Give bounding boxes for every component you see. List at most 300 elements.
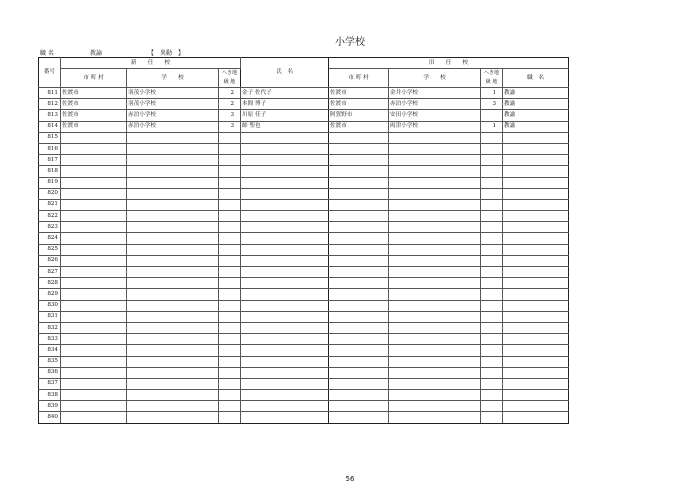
new-city-cell: 佐渡市 [61, 88, 127, 99]
old-city-cell: 佐渡市 [329, 88, 389, 99]
new-school-cell [127, 211, 219, 222]
new-school-cell [127, 322, 219, 333]
row-number: 832 [39, 322, 61, 333]
row-number: 830 [39, 300, 61, 311]
old-remote-grade-cell [481, 390, 503, 401]
old-post-cell: 教諭 [503, 88, 569, 99]
old-remote-grade-cell [481, 300, 503, 311]
new-remote-grade-cell [219, 356, 241, 367]
new-remote-grade-cell [219, 334, 241, 345]
new-remote-grade-cell [219, 188, 241, 199]
header-new-remote-bottom: 級 地 [223, 79, 236, 85]
old-remote-grade-cell [481, 177, 503, 188]
new-city-cell [61, 244, 127, 255]
old-school-cell [389, 300, 481, 311]
old-city-cell [329, 211, 389, 222]
row-number: 826 [39, 255, 61, 266]
old-city-cell [329, 244, 389, 255]
new-city-cell [61, 143, 127, 154]
new-city-cell [61, 412, 127, 423]
row-number: 819 [39, 177, 61, 188]
old-remote-grade-cell [481, 143, 503, 154]
old-city-cell [329, 267, 389, 278]
old-remote-grade-cell [481, 412, 503, 423]
name-cell [241, 222, 329, 233]
table-row [39, 255, 569, 266]
new-remote-grade-cell [219, 278, 241, 289]
header-old-school-section: 旧 任 校 [329, 58, 569, 69]
old-school-cell [389, 199, 481, 210]
old-city-cell [329, 143, 389, 154]
new-city-cell [61, 211, 127, 222]
old-post-cell [503, 132, 569, 143]
old-remote-grade-cell [481, 289, 503, 300]
new-city-cell [61, 345, 127, 356]
name-cell [241, 199, 329, 210]
old-post-cell [503, 311, 569, 322]
old-city-cell [329, 311, 389, 322]
name-cell [241, 311, 329, 322]
row-number: 831 [39, 311, 61, 322]
new-school-cell [127, 334, 219, 345]
old-post-cell [503, 155, 569, 166]
row-number: 833 [39, 334, 61, 345]
old-post-cell [503, 278, 569, 289]
table-row [39, 378, 569, 389]
table-row [39, 278, 569, 289]
transfer-table [38, 57, 569, 424]
name-cell [241, 345, 329, 356]
row-number: 817 [39, 155, 61, 166]
header-old-school: 学 校 [389, 69, 481, 88]
new-city-cell [61, 267, 127, 278]
table-row [39, 412, 569, 423]
table-row [39, 367, 569, 378]
old-school-cell [389, 356, 481, 367]
old-post-cell [503, 412, 569, 423]
old-remote-grade-cell [481, 378, 503, 389]
new-city-cell [61, 367, 127, 378]
old-remote-grade-cell [481, 322, 503, 333]
header-name: 氏 名 [241, 58, 329, 88]
new-school-cell [127, 188, 219, 199]
row-number: 839 [39, 401, 61, 412]
old-school-cell [389, 289, 481, 300]
table-row [39, 401, 569, 412]
new-city-cell [61, 356, 127, 367]
old-post-cell: 教諭 [503, 99, 569, 110]
row-number: 814 [39, 121, 61, 132]
old-school-cell [389, 334, 481, 345]
new-school-cell [127, 278, 219, 289]
header-number: 番号 [39, 58, 61, 88]
old-city-cell: 阿賀野市 [329, 110, 389, 121]
name-cell [241, 244, 329, 255]
new-remote-grade-cell [219, 177, 241, 188]
new-city-cell [61, 188, 127, 199]
post-label: 職 名 [40, 50, 54, 57]
new-school-cell [127, 289, 219, 300]
name-cell [241, 300, 329, 311]
new-city-cell [61, 199, 127, 210]
old-school-cell [389, 132, 481, 143]
old-post-cell [503, 300, 569, 311]
old-remote-grade-cell [481, 367, 503, 378]
new-remote-grade-cell [219, 322, 241, 333]
old-city-cell [329, 199, 389, 210]
old-city-cell [329, 222, 389, 233]
old-remote-grade-cell [481, 233, 503, 244]
new-school-cell [127, 155, 219, 166]
old-school-cell: 赤泊小学校 [389, 99, 481, 110]
new-remote-grade-cell [219, 199, 241, 210]
name-cell [241, 334, 329, 345]
old-post-cell [503, 244, 569, 255]
row-number: 823 [39, 222, 61, 233]
row-number: 811 [39, 88, 61, 99]
old-post-cell [503, 166, 569, 177]
new-remote-grade-cell [219, 155, 241, 166]
row-number: 816 [39, 143, 61, 154]
new-school-cell: 赤泊小学校 [127, 110, 219, 121]
table-row [39, 166, 569, 177]
old-remote-grade-cell: 3 [481, 99, 503, 110]
old-city-cell [329, 177, 389, 188]
row-number: 835 [39, 356, 61, 367]
table-body [39, 88, 569, 424]
row-number: 834 [39, 345, 61, 356]
old-city-cell [329, 390, 389, 401]
table-row [39, 199, 569, 210]
old-school-cell [389, 177, 481, 188]
old-school-cell: 両津小学校 [389, 121, 481, 132]
name-cell [241, 289, 329, 300]
old-post-cell [503, 345, 569, 356]
old-city-cell [329, 378, 389, 389]
old-remote-grade-cell [481, 132, 503, 143]
header-old-remote-bottom: 級 地 [485, 79, 498, 85]
old-post-cell [503, 322, 569, 333]
table-row [39, 300, 569, 311]
old-city-cell [329, 345, 389, 356]
old-city-cell [329, 166, 389, 177]
name-cell [241, 322, 329, 333]
new-city-cell [61, 278, 127, 289]
old-city-cell [329, 255, 389, 266]
new-remote-grade-cell [219, 401, 241, 412]
new-school-cell [127, 177, 219, 188]
row-number: 827 [39, 267, 61, 278]
old-city-cell [329, 289, 389, 300]
new-school-cell [127, 390, 219, 401]
old-post-cell: 教諭 [503, 121, 569, 132]
header-new-remote-top: へき地 [222, 70, 238, 76]
new-city-cell [61, 132, 127, 143]
new-remote-grade-cell [219, 166, 241, 177]
new-remote-grade-cell [219, 132, 241, 143]
old-remote-grade-cell [481, 267, 503, 278]
name-cell [241, 155, 329, 166]
name-cell [241, 267, 329, 278]
old-remote-grade-cell [481, 199, 503, 210]
new-remote-grade-cell [219, 244, 241, 255]
header-new-remote [219, 69, 241, 88]
new-remote-grade-cell [219, 390, 241, 401]
table-row [39, 267, 569, 278]
old-city-cell [329, 300, 389, 311]
header-old-remote-top: へき地 [484, 70, 500, 76]
name-cell [241, 132, 329, 143]
table-row [39, 99, 569, 110]
new-remote-grade-cell: 2 [219, 99, 241, 110]
old-post-cell: 教諭 [503, 110, 569, 121]
old-post-cell [503, 188, 569, 199]
name-cell [241, 412, 329, 423]
row-number: 821 [39, 199, 61, 210]
old-post-cell [503, 289, 569, 300]
old-school-cell [389, 233, 481, 244]
old-school-cell: 安田小学校 [389, 110, 481, 121]
old-post-cell [503, 367, 569, 378]
new-city-cell [61, 378, 127, 389]
old-remote-grade-cell: 1 [481, 121, 503, 132]
new-school-cell: 羽茂小学校 [127, 88, 219, 99]
new-city-cell [61, 390, 127, 401]
new-school-cell [127, 412, 219, 423]
row-number: 836 [39, 367, 61, 378]
name-cell: 師 聖也 [241, 121, 329, 132]
post-value: 教諭 [90, 50, 103, 57]
new-city-cell [61, 311, 127, 322]
new-school-cell [127, 255, 219, 266]
old-school-cell [389, 267, 481, 278]
row-number: 813 [39, 110, 61, 121]
new-school-cell: 羽茂小学校 [127, 99, 219, 110]
new-city-cell [61, 300, 127, 311]
new-school-cell [127, 233, 219, 244]
old-city-cell [329, 356, 389, 367]
new-city-cell [61, 233, 127, 244]
name-cell [241, 166, 329, 177]
new-remote-grade-cell [219, 143, 241, 154]
old-post-cell [503, 255, 569, 266]
new-remote-grade-cell: 3 [219, 110, 241, 121]
old-post-cell [503, 211, 569, 222]
new-school-cell [127, 356, 219, 367]
old-post-cell [503, 378, 569, 389]
new-remote-grade-cell [219, 222, 241, 233]
new-remote-grade-cell [219, 211, 241, 222]
old-city-cell [329, 322, 389, 333]
new-school-cell [127, 367, 219, 378]
old-city-cell [329, 334, 389, 345]
row-number: 812 [39, 99, 61, 110]
name-cell [241, 378, 329, 389]
new-school-cell [127, 345, 219, 356]
old-city-cell [329, 278, 389, 289]
name-cell [241, 278, 329, 289]
old-post-cell [503, 222, 569, 233]
old-remote-grade-cell [481, 345, 503, 356]
old-post-cell [503, 267, 569, 278]
row-number: 838 [39, 390, 61, 401]
row-number: 825 [39, 244, 61, 255]
new-school-cell [127, 244, 219, 255]
name-cell [241, 255, 329, 266]
new-school-cell [127, 300, 219, 311]
table-row [39, 132, 569, 143]
old-remote-grade-cell [481, 255, 503, 266]
old-school-cell [389, 143, 481, 154]
old-post-cell [503, 143, 569, 154]
new-city-cell [61, 334, 127, 345]
old-remote-grade-cell [481, 311, 503, 322]
old-post-cell [503, 334, 569, 345]
new-school-cell [127, 401, 219, 412]
old-remote-grade-cell [481, 222, 503, 233]
new-remote-grade-cell [219, 367, 241, 378]
old-school-cell [389, 412, 481, 423]
old-remote-grade-cell [481, 110, 503, 121]
table-row [39, 334, 569, 345]
old-school-cell [389, 401, 481, 412]
new-remote-grade-cell [219, 267, 241, 278]
old-city-cell [329, 188, 389, 199]
page-title: 小学校 [335, 37, 365, 48]
old-school-cell [389, 222, 481, 233]
row-number: 837 [39, 378, 61, 389]
header-new-school: 学 校 [127, 69, 219, 88]
new-city-cell [61, 401, 127, 412]
old-post-cell [503, 199, 569, 210]
name-cell [241, 356, 329, 367]
table-row [39, 110, 569, 121]
table-row [39, 177, 569, 188]
name-cell: 川原 佳子 [241, 110, 329, 121]
old-remote-grade-cell [481, 211, 503, 222]
name-cell [241, 143, 329, 154]
name-cell [241, 390, 329, 401]
name-cell [241, 401, 329, 412]
table-row [39, 322, 569, 333]
new-remote-grade-cell [219, 345, 241, 356]
old-post-cell [503, 390, 569, 401]
new-city-cell: 佐渡市 [61, 121, 127, 132]
table-row [39, 233, 569, 244]
old-remote-grade-cell [481, 155, 503, 166]
old-remote-grade-cell [481, 166, 503, 177]
name-cell [241, 233, 329, 244]
new-school-cell [127, 311, 219, 322]
row-number: 829 [39, 289, 61, 300]
table-row [39, 356, 569, 367]
new-school-cell [127, 143, 219, 154]
old-school-cell [389, 188, 481, 199]
row-number: 822 [39, 211, 61, 222]
new-remote-grade-cell: 2 [219, 88, 241, 99]
table-row [39, 311, 569, 322]
old-remote-grade-cell [481, 401, 503, 412]
page-number: 56 [345, 475, 355, 483]
new-school-cell [127, 132, 219, 143]
new-city-cell [61, 322, 127, 333]
old-remote-grade-cell [481, 244, 503, 255]
header-old-post: 職 名 [503, 69, 569, 88]
name-cell: 本間 博子 [241, 99, 329, 110]
name-cell [241, 211, 329, 222]
new-remote-grade-cell [219, 233, 241, 244]
name-cell [241, 188, 329, 199]
old-school-cell [389, 278, 481, 289]
new-city-cell [61, 255, 127, 266]
table-row [39, 155, 569, 166]
new-remote-grade-cell [219, 289, 241, 300]
old-remote-grade-cell [481, 334, 503, 345]
new-remote-grade-cell [219, 378, 241, 389]
row-number: 820 [39, 188, 61, 199]
table-row [39, 289, 569, 300]
old-school-cell [389, 311, 481, 322]
table-row [39, 188, 569, 199]
row-number: 840 [39, 412, 61, 423]
new-city-cell [61, 155, 127, 166]
table-row [39, 390, 569, 401]
header-old-remote [481, 69, 503, 88]
old-school-cell [389, 255, 481, 266]
old-city-cell: 佐渡市 [329, 99, 389, 110]
new-remote-grade-cell: 3 [219, 121, 241, 132]
new-city-cell: 佐渡市 [61, 110, 127, 121]
new-school-cell [127, 267, 219, 278]
old-school-cell [389, 378, 481, 389]
table-row [39, 211, 569, 222]
old-city-cell [329, 412, 389, 423]
old-school-cell [389, 244, 481, 255]
old-city-cell [329, 155, 389, 166]
new-city-cell [61, 289, 127, 300]
old-school-cell: 金井小学校 [389, 88, 481, 99]
old-school-cell [389, 345, 481, 356]
old-city-cell [329, 132, 389, 143]
old-school-cell [389, 211, 481, 222]
new-remote-grade-cell [219, 255, 241, 266]
old-post-cell [503, 233, 569, 244]
table-row [39, 121, 569, 132]
new-school-cell [127, 166, 219, 177]
new-city-cell [61, 166, 127, 177]
old-school-cell [389, 322, 481, 333]
name-cell: 金子 佐代子 [241, 88, 329, 99]
header-new-city: 市 町 村 [61, 69, 127, 88]
new-remote-grade-cell [219, 412, 241, 423]
old-remote-grade-cell [481, 188, 503, 199]
row-number: 815 [39, 132, 61, 143]
table-row [39, 244, 569, 255]
name-cell [241, 177, 329, 188]
old-school-cell [389, 155, 481, 166]
row-number: 818 [39, 166, 61, 177]
old-post-cell [503, 177, 569, 188]
name-cell [241, 367, 329, 378]
old-post-cell [503, 401, 569, 412]
old-remote-grade-cell: 1 [481, 88, 503, 99]
transfer-type: 【 異動 】 [148, 50, 185, 57]
old-school-cell [389, 166, 481, 177]
header-old-city: 市 町 村 [329, 69, 389, 88]
new-school-cell [127, 199, 219, 210]
row-number: 824 [39, 233, 61, 244]
old-remote-grade-cell [481, 356, 503, 367]
